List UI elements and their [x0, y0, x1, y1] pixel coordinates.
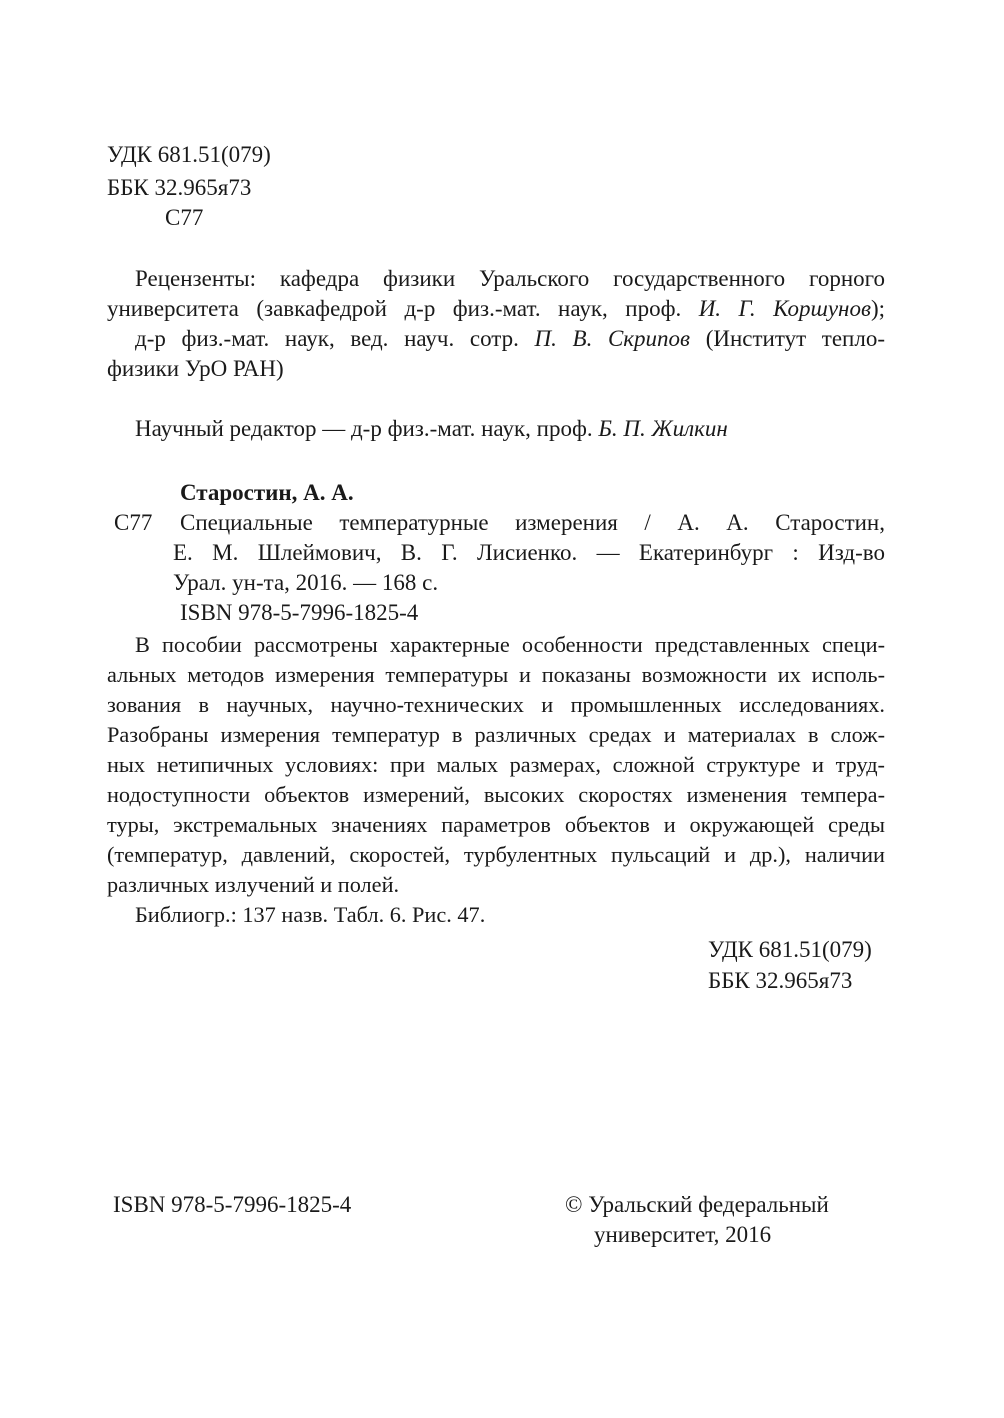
editor-name: Б. П. Жилкин: [598, 416, 728, 441]
reviewers-text: университета (завкафедрой д-р физ.-мат. наук, проф.: [107, 296, 699, 321]
editor-label: Научный редактор — д-р физ.-мат. наук, проф.: [135, 416, 599, 441]
reviewers-line-1: Рецензенты: кафедра физики Уральского государственного горного: [135, 266, 885, 291]
author-sign: С77: [165, 205, 204, 230]
udk-code-right: УДК 681.51(079): [708, 937, 872, 962]
author-heading: Старостин, А. А.: [180, 480, 354, 505]
reviewer-name-korshunov: И. Г. Коршунов: [698, 296, 871, 321]
abstract-line: альных методов измерения температуры и показаны возможности их исполь-: [107, 662, 885, 687]
reviewers-line-3: [135, 324, 885, 354]
reviewers-text-end: (Институт тепло-: [690, 326, 885, 351]
abstract-line: (температур, давлений, скоростей, турбулентных пульсаций и др.), наличии: [107, 842, 885, 867]
bibliographic-isbn: ISBN 978-5-7996-1825-4: [180, 600, 419, 625]
abstract-line: Разобраны измерения температур в различных средах и материалах в слож-: [107, 722, 885, 747]
bbk-code-right: ББК 32.965я73: [708, 968, 853, 993]
reviewer-name-skripov: П. В. Скрипов: [534, 326, 691, 351]
bibliographic-line-1: Специальные температурные измерения / А. А. Старостин,: [180, 510, 885, 535]
abstract-line: ных нетипичных условиях: при малых размерах, сложной структуре и труд-: [107, 752, 885, 777]
reviewers-line-4: физики УрО РАН): [107, 356, 284, 381]
bibliographic-line-3: Урал. ун-та, 2016. — 168 с.: [173, 570, 439, 595]
bibliographic-line-2: Е. М. Шлеймович, В. Г. Лисиенко. — Екатеринбург : Изд-во: [173, 540, 885, 565]
abstract-line: различных излучений и полей.: [107, 872, 400, 897]
scientific-editor: [135, 414, 728, 444]
reviewers-text-end: );: [870, 296, 885, 321]
abstract-line: туры, экстремальных значениях параметров объектов и окружающей среды: [107, 812, 885, 837]
reviewers-text: д-р физ.-мат. наук, вед. науч. сотр.: [135, 326, 535, 351]
udk-code: УДК 681.51(079): [107, 142, 271, 167]
abstract-line: В пособии рассмотрены характерные особенности представленных специ-: [135, 632, 885, 657]
footer-isbn: ISBN 978-5-7996-1825-4: [113, 1192, 352, 1217]
bbk-code: ББК 32.965я73: [107, 175, 252, 200]
abstract-line: зования в научных, научно-технических и промышленных исследованиях.: [107, 692, 885, 717]
bibliographic-sign: С77: [114, 510, 153, 535]
copyright-line-2: университет, 2016: [594, 1222, 772, 1247]
abstract-line: нодоступности объектов измерений, высоких скоростях изменения темпера-: [107, 782, 885, 807]
copyright-line-1: © Уральский федеральный: [565, 1192, 829, 1217]
bibliography-count: Библиогр.: 137 назв. Табл. 6. Рис. 47.: [135, 902, 486, 927]
reviewers-line-2: [107, 294, 885, 324]
